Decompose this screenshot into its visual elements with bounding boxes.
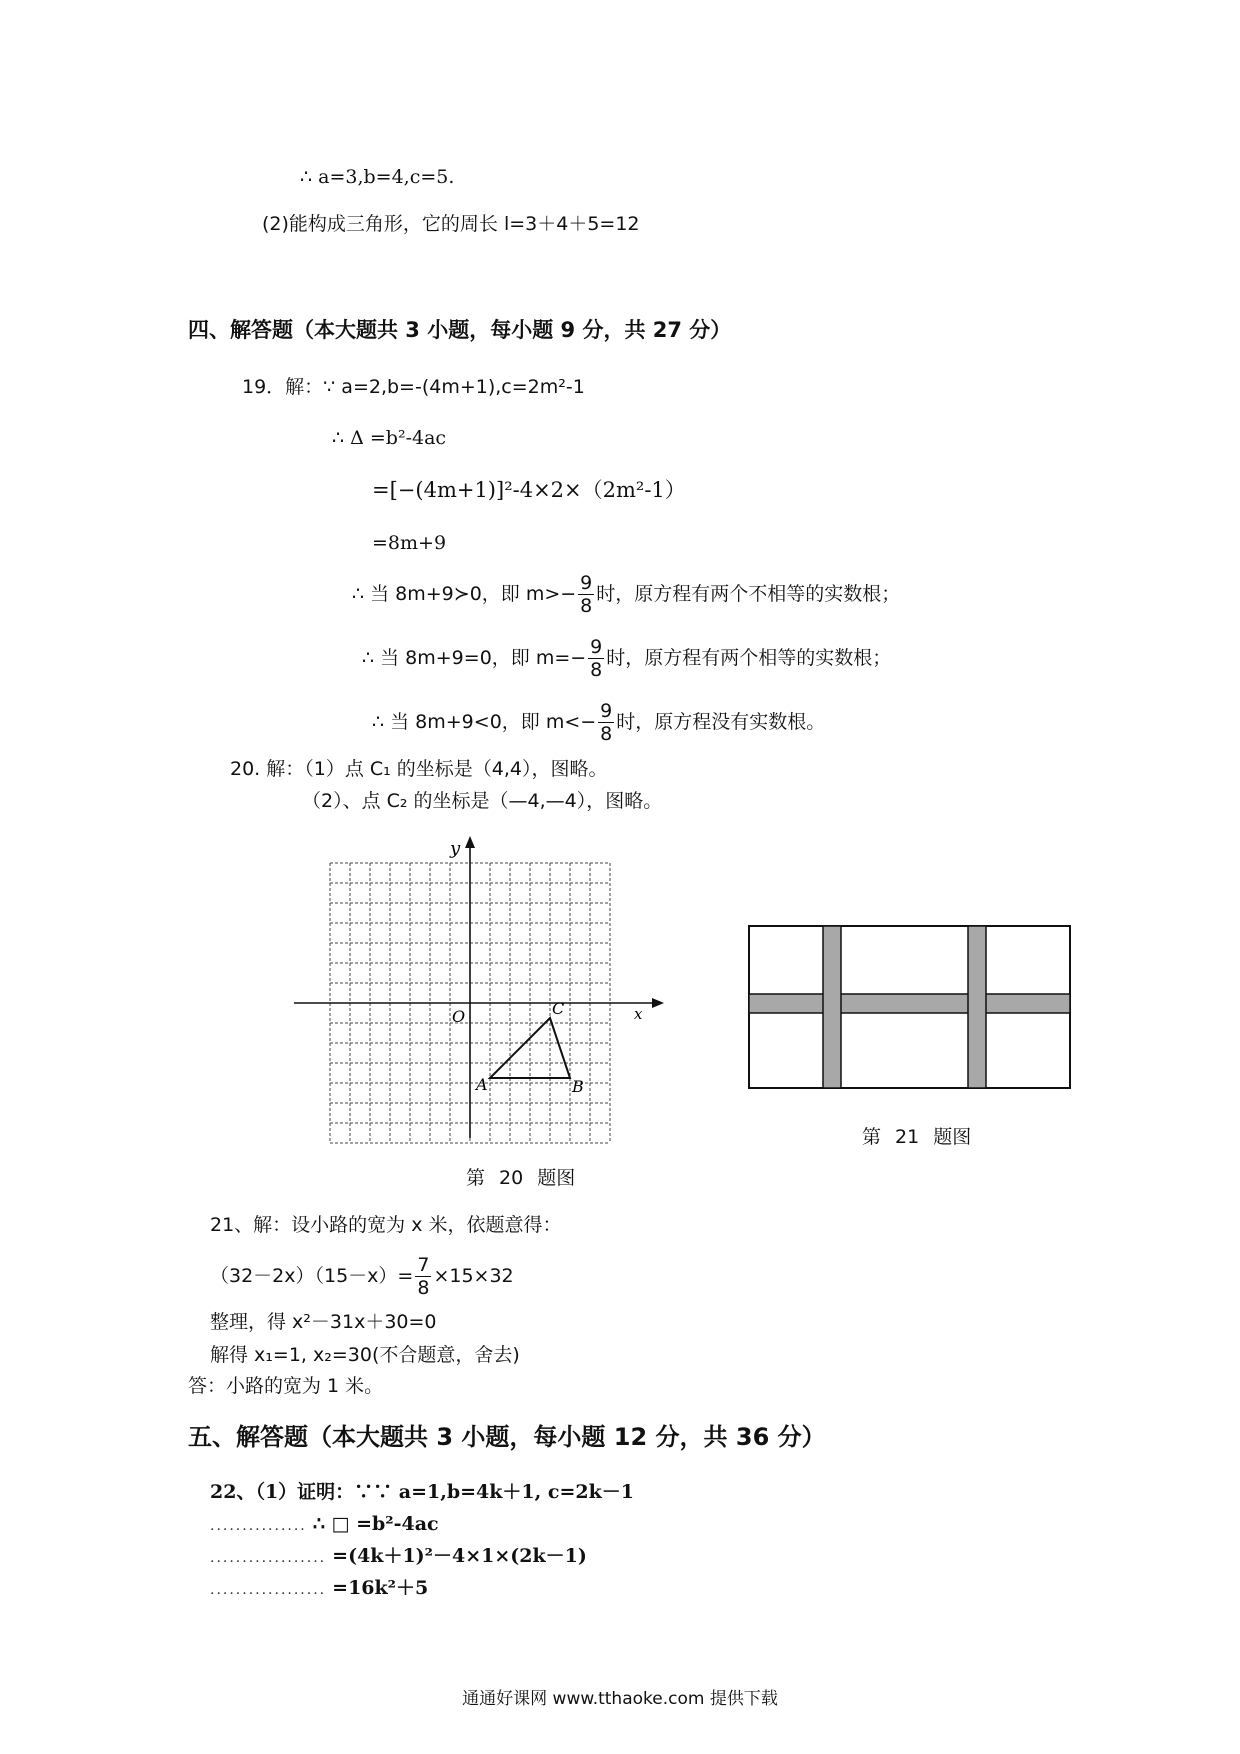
- horizontal-path: [749, 994, 1070, 1013]
- q22-delta-row: [210, 1512, 439, 1538]
- q19-case-positive-post: 时，原方程有两个不相等的实数根；: [596, 583, 901, 605]
- fraction-seven-eighths: [415, 1254, 431, 1299]
- q19-result: =8m+9: [372, 532, 447, 554]
- section-4-heading: 四、解答题（本大题共 3 小题，每小题 9 分，共 27 分）: [188, 318, 732, 342]
- q19-case-negative-post: 时，原方程没有实数根。: [616, 711, 826, 733]
- point-c-label: C: [552, 999, 565, 1018]
- x-axis-label: x: [634, 1005, 643, 1023]
- dot-leader: ...............: [210, 1518, 307, 1534]
- q19-case-negative: [372, 694, 825, 750]
- fraction-numerator: 9: [580, 572, 593, 594]
- point-b-label: B: [572, 1077, 584, 1096]
- q19-case-zero-post: 时，原方程有两个相等的实数根；: [606, 647, 892, 669]
- q19-case-zero-pre: ∴ 当 8m+9=0，即 m=−: [362, 647, 587, 669]
- q22-delta: ∴ □ =b²-4ac: [312, 1513, 439, 1535]
- fraction-denominator: 8: [600, 723, 613, 745]
- q22-result-row: [210, 1576, 428, 1602]
- figure-21-garden: [748, 925, 1074, 1093]
- q22-given: 22、（1）证明：∵∵ a=1,b=4k＋1, c=2k－1: [210, 1481, 634, 1503]
- vertical-path-right: [968, 926, 986, 1088]
- q22-expand-row: [210, 1544, 587, 1570]
- line-conclusion-abc: ∴ a=3,b=4,c=5.: [300, 166, 455, 188]
- q19-delta: ∴ Δ =b²-4ac: [332, 427, 447, 449]
- q19-case-zero: [362, 630, 891, 686]
- q21-solve: 解得 x₁=1, x₂=30(不合题意，舍去): [210, 1344, 520, 1366]
- dot-leader: ..................: [210, 1550, 327, 1566]
- q21-setup: 21、解：设小路的宽为 x 米，依题意得：: [210, 1214, 562, 1236]
- fraction-nine-eighths: [578, 572, 594, 617]
- q20-part2: （2）、点 C₂ 的坐标是（—4,—4），图略。: [302, 790, 663, 812]
- page-footer: 通通好课网 www.tthaoke.com 提供下载: [462, 1689, 778, 1709]
- q22-result: =16k²＋5: [332, 1577, 429, 1599]
- section-5-heading: 五、解答题（本大题共 3 小题，每小题 12 分，共 36 分）: [188, 1423, 826, 1451]
- q20-part1: 20. 解：（1）点 C₁ 的坐标是（4,4），图略。: [230, 758, 608, 780]
- figure-20-grid: [290, 836, 670, 1146]
- fraction-nine-eighths: [588, 636, 604, 681]
- q19-case-negative-pre: ∴ 当 8m+9<0，即 m<−: [372, 711, 597, 733]
- vertical-path-left: [823, 926, 841, 1088]
- point-a-label: A: [476, 1075, 488, 1094]
- q19-case-positive: [352, 566, 900, 622]
- fraction-nine-eighths: [598, 700, 614, 745]
- q19-expand: =[−(4m+1)]²-4×2×（2m²-1）: [372, 478, 686, 502]
- fraction-numerator: 9: [600, 700, 613, 722]
- q19-given: 19．解：∵ a=2,b=-(4m+1),c=2m²-1: [242, 376, 585, 398]
- origin-label: O: [452, 1007, 466, 1026]
- fraction-denominator: 8: [580, 595, 593, 617]
- q21-equation: [210, 1248, 514, 1304]
- fraction-denominator: 8: [590, 659, 603, 681]
- x-axis-arrow: [652, 998, 664, 1008]
- fraction-denominator: 8: [417, 1277, 430, 1299]
- q21-simplify: 整理，得 x²－31x＋30=0: [210, 1311, 437, 1333]
- dot-leader: ..................: [210, 1582, 327, 1598]
- y-axis-label: y: [450, 838, 461, 859]
- q21-equation-pre: （32－2x）（15－x）=: [210, 1265, 414, 1287]
- q19-case-positive-pre: ∴ 当 8m+9≻0，即 m>−: [352, 583, 577, 605]
- y-axis-arrow: [465, 836, 475, 848]
- q22-expand: =(4k＋1)²－4×1×(2k－1): [332, 1545, 587, 1567]
- figure-21-caption: 第 21 题图: [862, 1126, 972, 1148]
- figure-20-caption: 第 20 题图: [466, 1167, 576, 1189]
- q21-answer: 答：小路的宽为 1 米。: [188, 1375, 384, 1397]
- fraction-numerator: 7: [417, 1254, 430, 1276]
- fraction-numerator: 9: [590, 636, 603, 658]
- q21-equation-post: ×15×32: [433, 1265, 514, 1287]
- line-perimeter: (2)能构成三角形，它的周长 l=3＋4＋5=12: [262, 213, 640, 235]
